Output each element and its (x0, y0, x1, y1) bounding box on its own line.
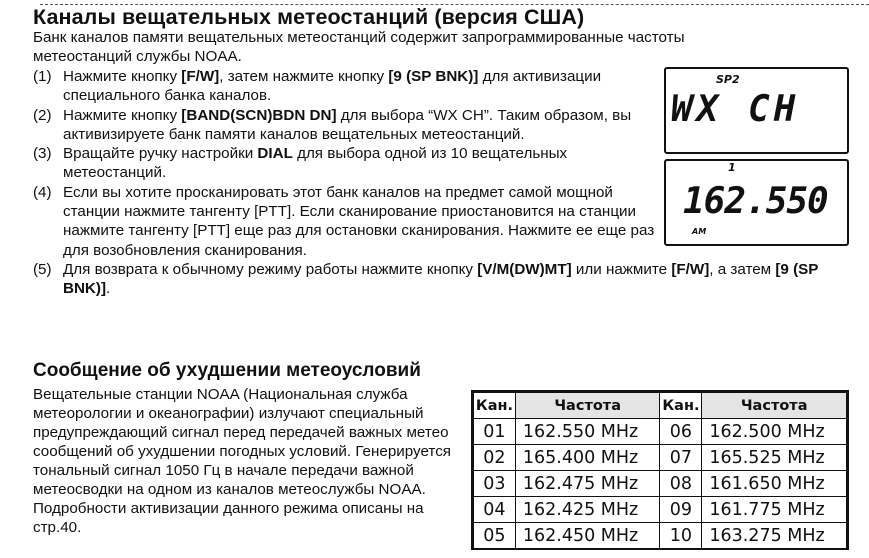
step-text: для активизации специального банка каналов. (63, 68, 602, 105)
header-channel: Кан. (474, 393, 516, 419)
channel-cell: 01 (474, 419, 516, 445)
channel-cell: 10 (660, 523, 702, 549)
channel-table (471, 390, 849, 550)
channel-cell: 08 (660, 471, 702, 497)
step-text: для выбора “WX CH”. Таким образом, вы активизируете банк памяти каналов вещательных метеостанций. (63, 106, 632, 143)
step-item (33, 260, 823, 299)
frequency-cell: 162.550 MHz (515, 419, 660, 445)
table-row (474, 419, 847, 445)
header-frequency: Частота (702, 393, 847, 419)
frequency-cell: 163.275 MHz (702, 523, 847, 549)
channel-cell: 04 (474, 497, 516, 523)
step-number: (5) (33, 260, 52, 278)
step-text: Нажмите кнопку (63, 106, 182, 124)
lcd-frequency: 162.550 (683, 181, 828, 222)
step-text: для выбора одной из 10 вещательных метеостанций. (63, 145, 568, 182)
header-channel: Кан. (660, 393, 702, 419)
step-number: (3) (33, 145, 52, 163)
channel-cell: 02 (474, 445, 516, 471)
frequency-cell: 161.775 MHz (702, 497, 847, 523)
step-number: (1) (33, 68, 52, 85)
lcd-channel-indicator: 1 (728, 161, 736, 174)
step-item (33, 106, 668, 145)
step-text: . (106, 280, 111, 298)
key-label: DIAL (257, 145, 293, 163)
step-item (33, 67, 668, 106)
step-text: Если вы хотите просканировать этот банк каналов на предмет самой мощной станции нажмите тангенту [PTT]. Если сканирование приостановится на станции нажмите тангенту [PTT] еще раз для остановки сканирования. Нажмите ее еще раз для возобновления сканирования. (63, 183, 655, 259)
header-frequency: Частота (515, 393, 660, 419)
step-number: (2) (33, 106, 52, 124)
frequency-cell: 162.425 MHz (515, 497, 660, 523)
key-label: [BAND(SCN)BDN DN] (181, 106, 337, 124)
key-label: [F/W] (181, 68, 220, 85)
table-row (474, 445, 847, 471)
frequency-cell: 165.400 MHz (515, 445, 660, 471)
table-header-row (474, 393, 847, 419)
key-label: [9 (SP BNK)] (63, 260, 819, 298)
channel-cell: 05 (474, 523, 516, 549)
table-row (474, 471, 847, 497)
section-heading: Сообщение об ухудшении метеоусловий (33, 360, 421, 381)
step-text: , а затем (709, 260, 776, 278)
intro-text: Банк каналов памяти вещательных метеостанций содержит запрограммированные частоты метеостанций службы NOAA. (33, 29, 685, 66)
frequency-cell: 162.475 MHz (515, 471, 660, 497)
step-item (33, 183, 658, 260)
frequency-cell: 162.450 MHz (515, 523, 660, 549)
step-number: (4) (33, 183, 52, 201)
section-paragraph: Вещательные станции NOAA (Национальная служба метеорологии и океанографии) излучают специальный предупреждающий сигнал перед передачей важных метео сообщений об ухудшении погодных условий. Генерируется тональный сигнал 1050 Гц в начале передачи важной метеосводки на одном из каналов метеослужбы NOAA. Подробности активизации данного режима описаны на стр.40. (33, 386, 452, 536)
page-title: Каналы вещательных метеостанций (версия США) (33, 5, 585, 29)
step-text: Вращайте ручку настройки (63, 145, 258, 163)
step-item (33, 144, 668, 183)
step-text: , затем нажмите кнопку (219, 68, 389, 85)
channel-cell: 06 (660, 419, 702, 445)
lcd-display-frequency (664, 159, 849, 246)
key-label: [V/M(DW)MT] (477, 260, 572, 278)
lcd-bank-indicator: SP2 (716, 73, 740, 86)
key-label: [F/W] (671, 260, 710, 278)
channel-cell: 09 (660, 497, 702, 523)
channel-cell: 07 (660, 445, 702, 471)
step-text: Для возврата к обычному режиму работы нажмите кнопку (63, 260, 478, 278)
step-text: Нажмите кнопку (63, 68, 182, 85)
step-text: или нажмите (571, 260, 672, 278)
frequency-cell: 165.525 MHz (702, 445, 847, 471)
key-label: [9 (SP BNK)] (388, 68, 479, 85)
channel-cell: 03 (474, 471, 516, 497)
frequency-cell: 161.650 MHz (702, 471, 847, 497)
lcd-am-indicator: AM (692, 227, 707, 236)
table-row (474, 497, 847, 523)
table-row (474, 523, 847, 549)
lcd-main-text: WX CH (671, 89, 800, 130)
frequency-cell: 162.500 MHz (702, 419, 847, 445)
lcd-display-wx (664, 67, 849, 154)
